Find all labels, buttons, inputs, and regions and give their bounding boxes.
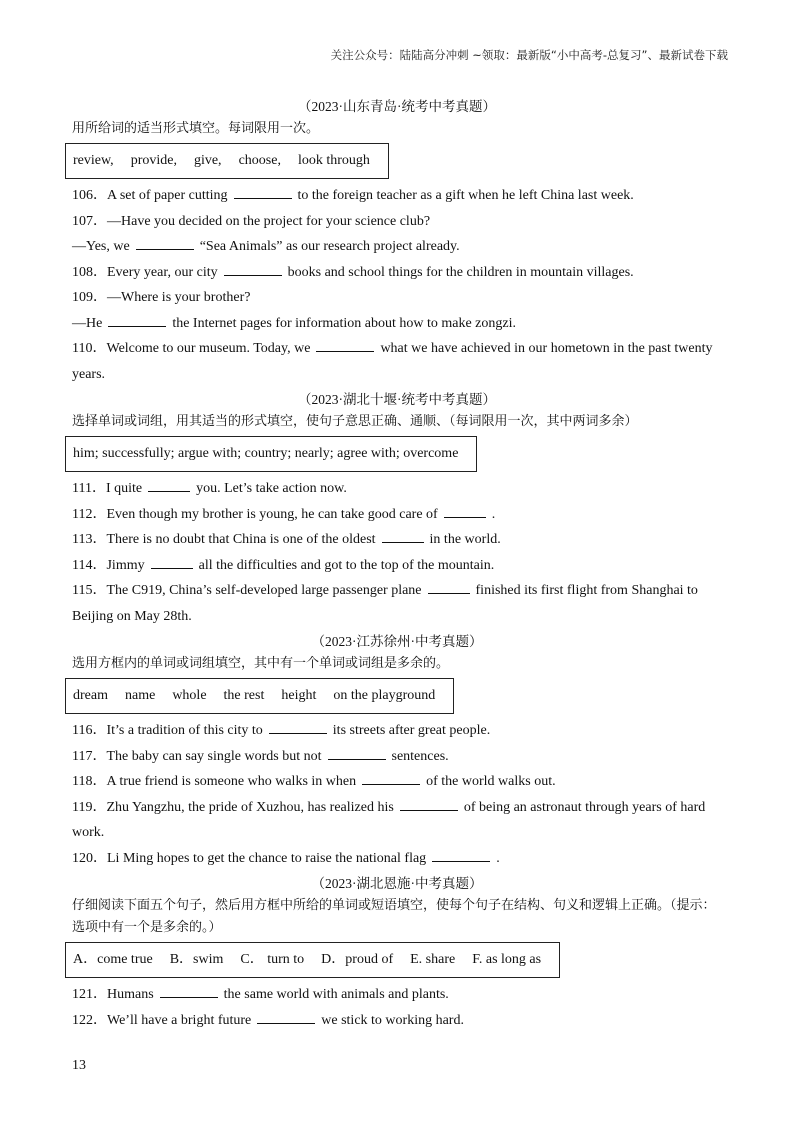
question: 109．—Where is your brother? [72,290,251,305]
answer-blank[interactable] [432,849,490,862]
word-option: F. as long as [472,952,542,967]
question: 118．A true friend is someone who walks in when of the world walks out. [72,774,556,789]
answer-blank[interactable] [257,1011,315,1024]
word-option: provide, [130,153,177,168]
word-box [65,678,454,714]
page-header: 关注公众号：陆陆高分冲刺 ~领取：最新版“小中高考-总复习”、最新试卷下载 [330,48,728,62]
word-option: name [124,688,156,703]
word-option: choose, [238,153,281,168]
word-box [65,143,389,179]
question: 116．It’s a tradition of this city to its streets after great people. [72,723,491,738]
section-instruction: 选用方框内的单词或词组填空，其中有一个单词或词组是多余的。 [72,656,450,671]
section-instruction: 选择单词或词组，用其适当的形式填空，使句子意思正确、通顺、（每词限用一次，其中两词多余） [72,414,638,429]
word-option: E. share [410,952,456,967]
question: 114．Jimmy all the difficulties and got to the top of the mountain. [72,557,495,573]
word-option: him; successfully; argue with; country; nearly; agree with; overcome [73,446,459,461]
answer-blank[interactable] [148,479,190,492]
question: 117．The baby can say single words but not sentences. [72,748,449,764]
answer-blank[interactable] [316,339,374,352]
answer-blank[interactable] [428,581,470,594]
question: 108．Every year, our city books and school things for the children in mountain villages. [72,264,634,280]
word-option: C． turn to [240,952,305,967]
answer-blank[interactable] [328,747,386,760]
question: —Yes, we “Sea Animals” as our research project already. [72,239,460,254]
section-instruction: 仔细阅读下面五个句子，然后用方框中所给的单词或短语填空，使每个句子在结构、句义和逻辑上正确。（提示：选项中有一个是多余的。） [72,898,716,935]
worksheet-content [72,94,722,1033]
word-option: give, [193,153,222,168]
question: 110．Welcome to our museum. Today, we what we have achieved in our hometown in the past twenty years. [72,341,713,382]
word-option: on the playground [333,688,436,703]
answer-blank[interactable] [444,505,486,518]
answer-blank[interactable] [269,721,327,734]
question: 119．Zhu Yangzhu, the pride of Xuzhou, has realized his of being an astronaut through years of hard work. [72,799,706,840]
question: 106．A set of paper cutting to the foreign teacher as a gift when he left China last week. [72,188,634,203]
question: 120．Li Ming hopes to get the chance to raise the national flag . [72,850,500,866]
answer-blank[interactable] [224,263,282,276]
answer-blank[interactable] [400,798,458,811]
word-option: whole [172,688,207,703]
word-option: look through [297,153,370,168]
page-number: 13 [72,1058,86,1073]
question: 122．We’ll have a bright future we stick to working hard. [72,1012,464,1028]
section-source: （2023·湖北恩施·中考真题） [311,876,483,891]
word-option: review, [73,153,114,168]
question: 107．—Have you decided on the project for your science club? [72,213,431,229]
answer-blank[interactable] [160,985,218,998]
word-option: A．come true [73,952,153,967]
question: 112．Even though my brother is young, he can take good care of . [72,506,496,522]
section-source: （2023·山东青岛·统考中考真题） [298,99,496,114]
word-box [65,436,477,472]
answer-blank[interactable] [234,186,292,199]
question: 115．The C919, China’s self-developed large passenger plane finished its first flight from Shanghai to Beijing on May 28th. [72,583,698,624]
answer-blank[interactable] [108,314,166,327]
answer-blank[interactable] [362,772,420,785]
word-option: the rest [223,688,265,703]
question: 113．There is no doubt that China is one of the oldest in the world. [72,532,501,547]
word-option: B．swim [169,952,224,967]
answer-blank[interactable] [382,530,424,543]
question: 111．I quite you. Let’s take action now. [72,481,347,496]
word-option: dream [73,688,108,703]
answer-blank[interactable] [136,237,194,250]
word-option: D．proud of [321,952,394,967]
question: 121．Humans the same world with animals and plants. [72,987,449,1002]
word-box [65,942,560,978]
section-instruction: 用所给词的适当形式填空。每词限用一次。 [72,121,320,136]
question: —He the Internet pages for information about how to make zongzi. [72,315,516,331]
word-option: height [281,688,317,703]
answer-blank[interactable] [151,556,193,569]
section-source: （2023·江苏徐州·中考真题） [311,634,483,649]
section-source: （2023·湖北十堰·统考中考真题） [298,392,496,407]
